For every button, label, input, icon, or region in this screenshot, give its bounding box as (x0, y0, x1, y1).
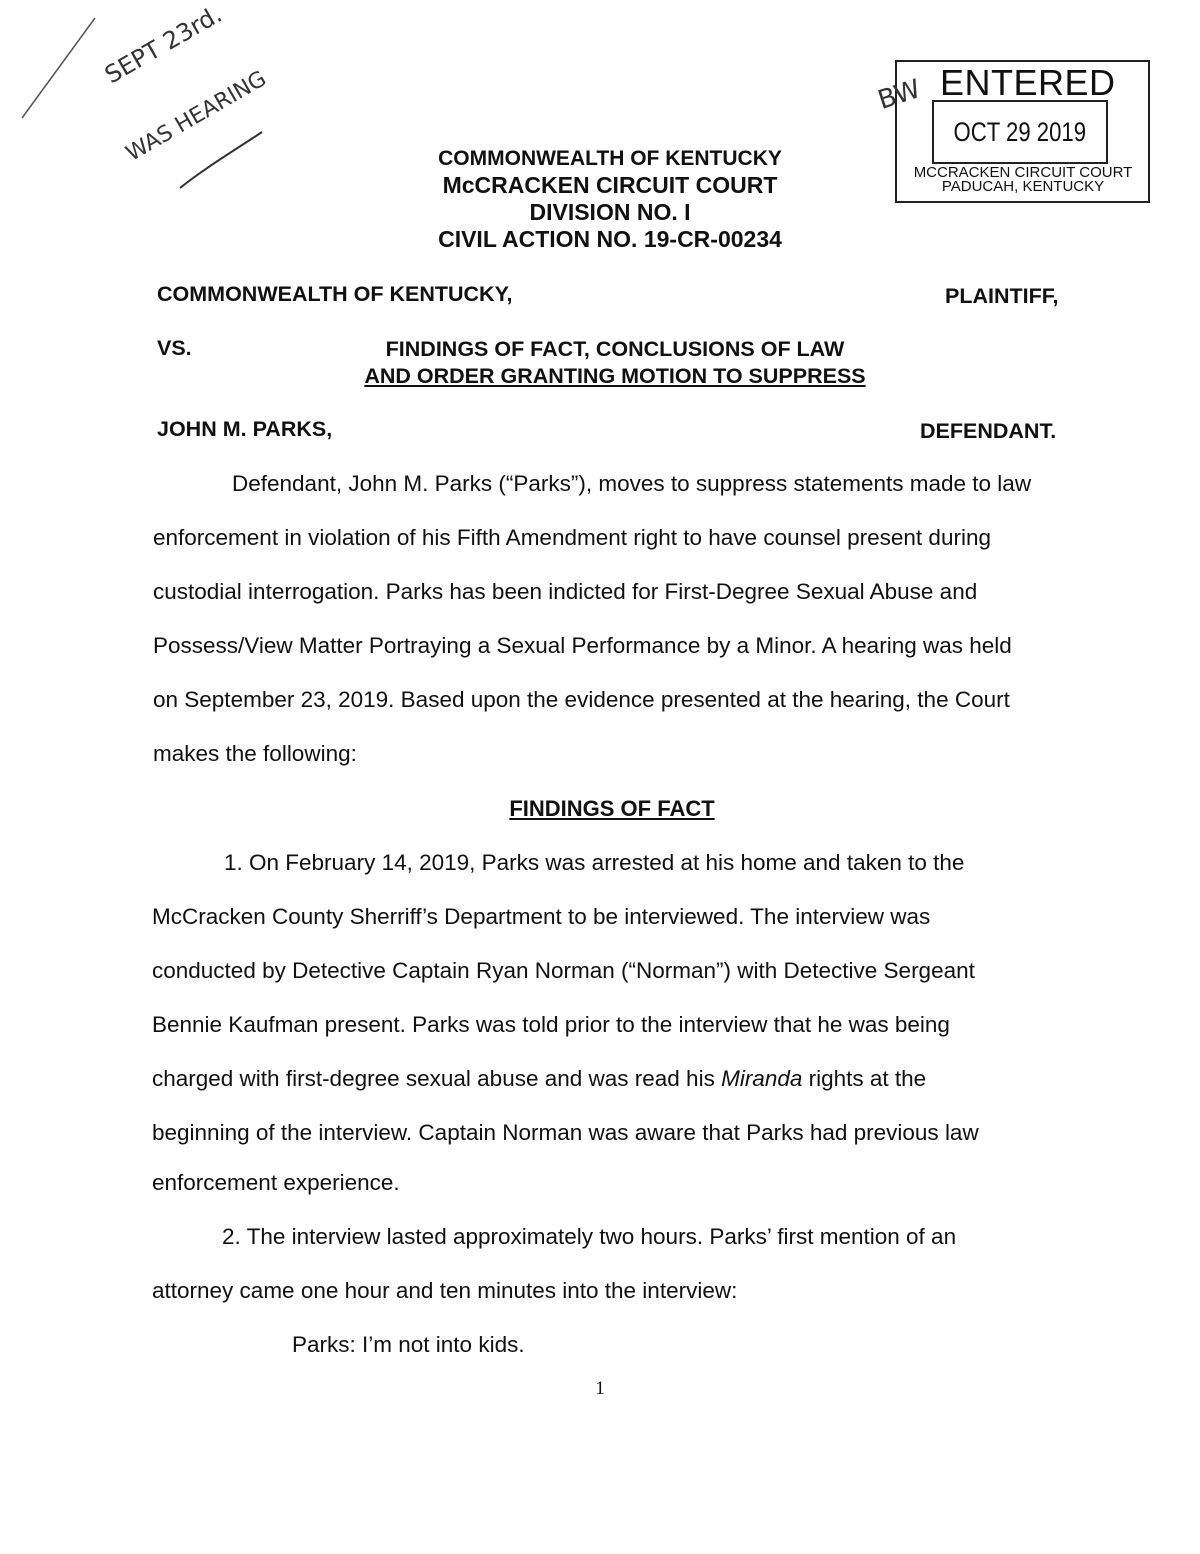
header-division: DIVISION NO. I (529, 199, 691, 225)
finding2-line: attorney came one hour and ten minutes into the interview: (152, 1278, 738, 1303)
intro-line: Defendant, John M. Parks (“Parks”), moves to suppress statements made to law (232, 471, 1032, 496)
miranda-italic: Miranda (721, 1066, 803, 1091)
document-title-line2: AND ORDER GRANTING MOTION TO SUPPRESS (364, 364, 866, 388)
finding1-line: conducted by Detective Captain Ryan Norman (“Norman”) with Detective Sergeant (152, 958, 975, 983)
header-case-number: CIVIL ACTION NO. 19-CR-00234 (438, 226, 782, 252)
plaintiff-role: PLAINTIFF, (945, 284, 1059, 308)
interview-quote: Parks: I’m not into kids. (292, 1332, 525, 1357)
document-title-line1: FINDINGS OF FACT, CONCLUSIONS OF LAW (385, 337, 845, 361)
handwritten-hearing: WAS HEARING (122, 66, 271, 167)
stamp-title: ENTERED (940, 62, 1116, 103)
plaintiff-name: COMMONWEALTH OF KENTUCKY, (157, 282, 513, 306)
document-title (330, 336, 900, 390)
defendant-name: JOHN M. PARKS, (157, 417, 333, 441)
handwritten-date: SEPT 23rd. (100, 0, 227, 90)
stamp-initials: BW (874, 74, 925, 116)
intro-line: Possess/View Matter Portraying a Sexual Performance by a Minor. A hearing was held (153, 633, 1012, 658)
finding1-line: 1. On February 14, 2019, Parks was arrested at his home and taken to the (224, 850, 965, 875)
intro-line: on September 23, 2019. Based upon the evidence presented at the hearing, the Court (153, 687, 1010, 712)
finding1-line: beginning of the interview. Captain Norman was aware that Parks had previous law (152, 1120, 979, 1145)
stamp-date-box (932, 100, 1108, 164)
header-state: COMMONWEALTH OF KENTUCKY (438, 147, 782, 170)
finding1-line5-before: charged with first-degree sexual abuse and was read his (152, 1066, 722, 1091)
header-court: McCRACKEN CIRCUIT COURT (442, 172, 778, 198)
findings-heading: FINDINGS OF FACT (509, 796, 715, 821)
finding1-line: Bennie Kaufman present. Parks was told prior to the interview that he was being (152, 1012, 950, 1037)
stamp-date: OCT 29 2019 (953, 116, 1087, 147)
intro-line: enforcement in violation of his Fifth Amendment right to have counsel present during (153, 525, 991, 550)
intro-line: custodial interrogation. Parks has been indicted for First-Degree Sexual Abuse and (153, 579, 978, 604)
intro-line: makes the following: (153, 741, 357, 766)
handwritten-note (0, 0, 320, 200)
finding2-line: 2. The interview lasted approximately two hours. Parks’ first mention of an (222, 1224, 957, 1249)
finding1-line: enforcement experience. (152, 1170, 400, 1195)
finding1-line (152, 1066, 926, 1092)
stamp-court-line1: MCCRACKEN CIRCUIT COURT (913, 164, 1133, 181)
versus-label: VS. (157, 336, 192, 360)
page-number: 1 (595, 1378, 605, 1399)
stamp-court (897, 166, 1149, 194)
defendant-role: DEFENDANT. (920, 419, 1057, 443)
finding1-line5-after: rights at the (802, 1066, 927, 1091)
finding1-line: McCracken County Sherriff’s Department to be interviewed. The interview was (152, 904, 931, 929)
stamp-court-line2: PADUCAH, KENTUCKY (941, 178, 1105, 195)
